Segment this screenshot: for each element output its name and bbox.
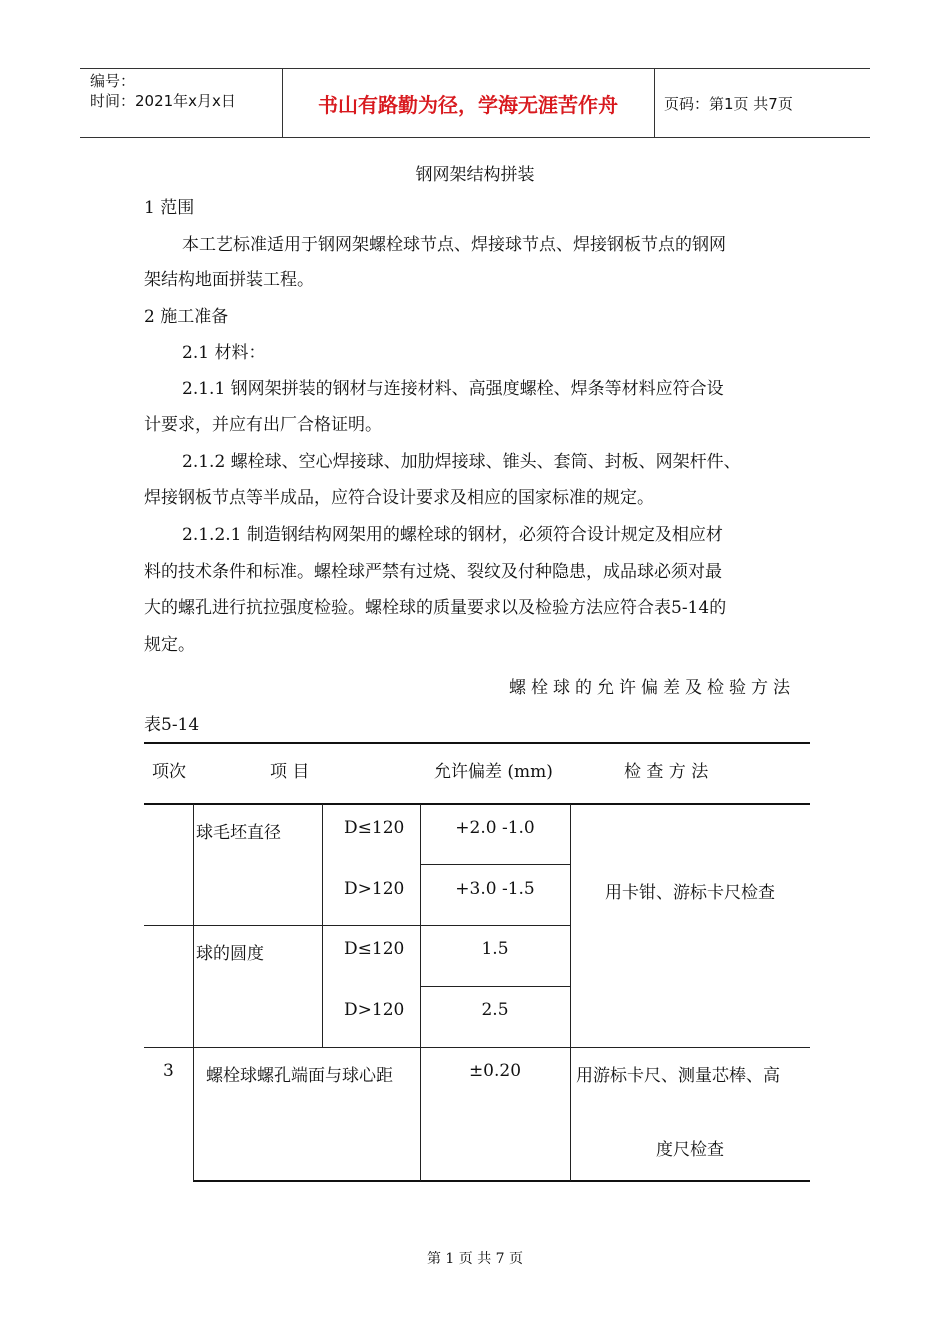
table-number: 表5-14	[144, 715, 200, 735]
table-rule-bottom	[193, 1180, 810, 1182]
table-cell-tolerance: 1.5	[481, 939, 509, 959]
table-col-rule	[322, 804, 323, 1047]
paragraph-line: 计要求，并应有出厂合格证明。	[144, 415, 382, 435]
table-cell-tolerance: 2.5	[481, 1000, 509, 1020]
table-cell-method: 度尺检查	[656, 1140, 724, 1160]
col-header-item: 项 目	[270, 762, 310, 782]
header-meta	[90, 71, 236, 111]
doc-number-label: 编号：	[90, 72, 136, 90]
table-rule-header	[144, 803, 810, 805]
header-divider	[654, 69, 655, 137]
table-cell-tolerance: ±0.20	[468, 1061, 522, 1081]
table-rule	[144, 1047, 810, 1048]
paragraph-line: 2.1.2.1 制造钢结构网架用的螺栓球的钢材，必须符合设计规定及相应材	[182, 525, 723, 545]
table-cell-tolerance: +3.0 -1.5	[455, 879, 535, 899]
table-caption: 螺栓球的允许偏差及检验方法	[509, 678, 795, 698]
table-cell-method: 用游标卡尺、测量芯棒、高	[576, 1066, 780, 1086]
header-page-info: 页码：第1页 共7页	[664, 95, 793, 113]
paragraph-line: 大的螺孔进行抗拉强度检验。螺栓球的质量要求以及检验方法应符合表5-14的	[144, 598, 727, 618]
tolerance-table	[144, 742, 810, 1182]
page-header	[80, 68, 870, 138]
table-cell-method: 用卡钳、游标卡尺检查	[605, 883, 775, 903]
table-cell-item: 球的圆度	[196, 944, 264, 964]
table-cell-condition: D>120	[344, 1000, 405, 1020]
table-cell-no: 3	[163, 1061, 174, 1081]
table-cell-tolerance: +2.0 -1.0	[455, 818, 535, 838]
section-heading: 2 施工准备	[144, 307, 229, 327]
subsection-heading: 2.1 材料：	[182, 343, 266, 363]
col-header-method: 检 查 方 法	[624, 762, 709, 782]
paragraph-line: 2.1.1 钢网架拼装的钢材与连接材料、高强度螺栓、焊条等材料应符合设	[182, 379, 724, 399]
table-cell-condition: D>120	[344, 879, 405, 899]
table-cell-item: 球毛坯直径	[196, 823, 281, 843]
table-rule	[144, 925, 570, 926]
page-footer: 第 1 页 共 7 页	[426, 1251, 524, 1267]
table-col-rule	[570, 804, 571, 1181]
paragraph-line: 2.1.2 螺栓球、空心焊接球、加肋焊接球、锥头、套筒、封板、网架杆件、	[182, 452, 741, 472]
table-col-rule	[420, 804, 421, 1181]
table-cell-condition: D≤120	[344, 939, 405, 959]
table-rule	[420, 864, 570, 865]
table-cell-item: 螺栓球螺孔端面与球心距	[206, 1066, 393, 1086]
section-heading: 1 范围	[144, 198, 195, 218]
paragraph-line: 本工艺标准适用于钢网架螺栓球节点、焊接球节点、焊接钢板节点的钢网	[182, 235, 726, 255]
document-title: 钢网架结构拼装	[415, 165, 535, 185]
paragraph-line: 规定。	[144, 635, 195, 655]
header-motto: 书山有路勤为径，学海无涯苦作舟	[318, 93, 618, 117]
paragraph-line: 架结构地面拼装工程。	[144, 270, 314, 290]
doc-date-label: 时间：2021年x月x日	[90, 92, 236, 110]
table-col-rule	[193, 804, 194, 1181]
table-rule-top	[144, 742, 810, 744]
table-rule	[420, 986, 570, 987]
col-header-no: 项次	[152, 762, 186, 782]
paragraph-line: 料的技术条件和标准。螺栓球严禁有过烧、裂纹及付种隐患，成品球必须对最	[144, 562, 722, 582]
paragraph-line: 焊接钢板节点等半成品，应符合设计要求及相应的国家标准的规定。	[144, 488, 654, 508]
table-cell-condition: D≤120	[344, 818, 405, 838]
col-header-tolerance: 允许偏差 (mm)	[434, 762, 553, 782]
